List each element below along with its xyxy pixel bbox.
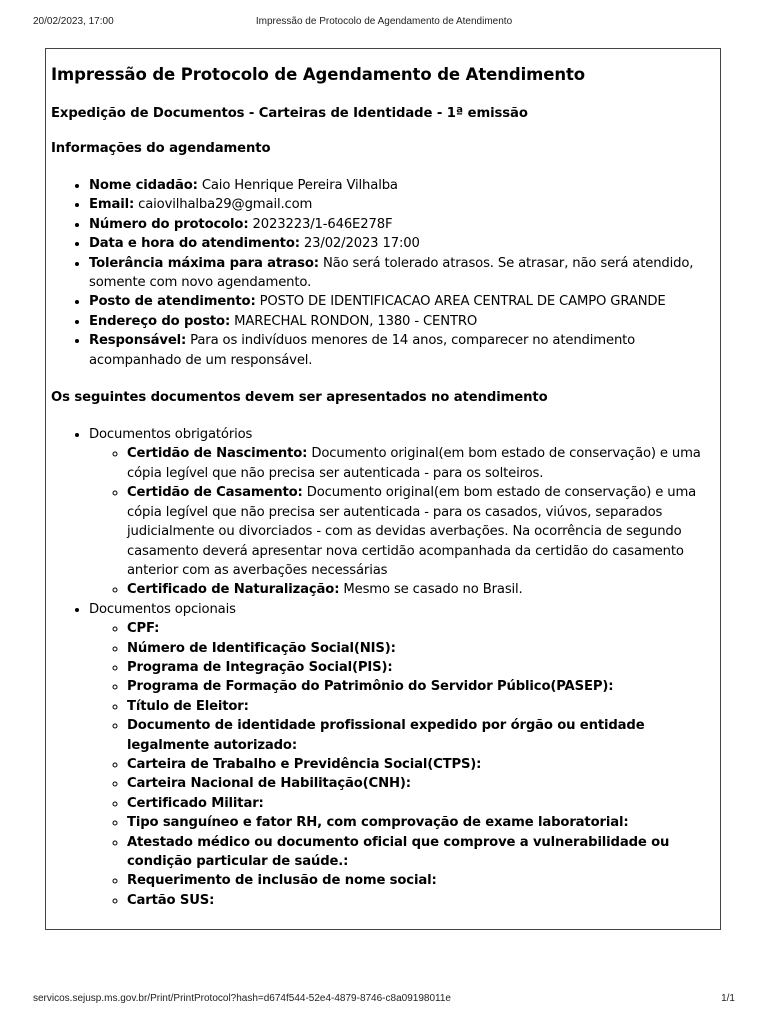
list-item: [127, 639, 715, 658]
group-label: Documentos opcionais: [89, 601, 236, 617]
item-value: Documento original(em bom estado de conservação) e uma cópia legível que não precisa ser autenticada - para os solteiros.: [127, 446, 701, 481]
list-item: [127, 444, 715, 483]
required-documents-list: [89, 444, 715, 599]
item-label: Título de Eleitor:: [127, 698, 249, 714]
item-label: Número de Identificação Social(NIS):: [127, 640, 396, 656]
list-item: [127, 483, 715, 580]
list-item: [127, 871, 715, 890]
item-label: Requerimento de inclusão de nome social:: [127, 873, 437, 889]
item-label: Responsável:: [89, 333, 187, 349]
item-label: Email:: [89, 197, 135, 213]
item-label: Endereço do posto:: [89, 313, 231, 329]
item-value: Não será tolerado atrasos. Se atrasar, não será atendido, somente com novo agendamento.: [89, 255, 694, 291]
list-item: [127, 658, 715, 677]
item-value: POSTO DE IDENTIFICACAO AREA CENTRAL DE CAMPO GRANDE: [255, 294, 666, 310]
print-page-title: Impressão de Protocolo de Agendamento de Atendimento: [255, 16, 513, 27]
list-item: [89, 292, 715, 311]
appointment-info-list: [51, 176, 715, 370]
item-label: Nome cidadão:: [89, 178, 198, 193]
list-item: [127, 697, 715, 716]
service-name: Expedição de Documentos - Carteiras de Identidade - 1ª emissão: [51, 106, 528, 121]
list-item: [127, 580, 715, 599]
item-label: Posto de atendimento:: [89, 294, 256, 310]
list-item: [89, 331, 715, 370]
documents-heading: Os seguintes documentos devem ser apresentados no atendimento: [51, 390, 548, 406]
item-value: Documento original(em bom estado de conservação) e uma cópia legível que não precisa ser autenticada - para os casados, viúvos, separados judicialmente ou divorciados - com as devidas averbações. Na ocorrência de segundo casamento deverá apresentar nova certidão acompanhada da certidão do casamento anterior com as averbações necessárias: [127, 485, 697, 578]
list-item: [127, 755, 715, 774]
list-item: [127, 619, 715, 638]
list-item: [127, 716, 715, 755]
list-item: [127, 794, 715, 813]
item-label: Tipo sanguíneo e fator RH, com comprovação de exame laboratorial:: [127, 815, 629, 831]
required-documents-group: [89, 425, 715, 600]
item-label: Cartão SUS:: [127, 892, 215, 908]
list-item: [89, 234, 715, 253]
page-url: servicos.sejusp.ms.gov.br/Print/PrintProtocol?hash=d674f544-52e4-4879-8746-c8a09198011e: [33, 993, 451, 1004]
item-label: Número do protocolo:: [89, 216, 249, 232]
item-label: Atestado médico ou documento oficial que comprove a vulnerabilidade ou condição particular de saúde.:: [127, 834, 670, 869]
item-label: Carteira de Trabalho e Previdência Social(CTPS):: [127, 756, 482, 772]
item-value: Caio Henrique Pereira Vilhalba: [197, 178, 398, 193]
info-heading: Informações do agendamento: [51, 141, 271, 156]
item-label: Tolerância máxima para atraso:: [89, 255, 319, 271]
list-item: [89, 312, 715, 331]
print-datetime: 20/02/2023, 17:00: [33, 16, 114, 27]
item-label: Certificado de Naturalização:: [127, 582, 340, 598]
page-number: 1/1: [721, 993, 735, 1004]
item-value: Mesmo se casado no Brasil.: [339, 582, 523, 598]
group-label: Documentos obrigatórios: [89, 427, 253, 443]
item-label: CPF:: [127, 621, 160, 637]
item-label: Programa de Formação do Patrimônio do Servidor Público(PASEP):: [127, 679, 614, 695]
item-label: Carteira Nacional de Habilitação(CNH):: [127, 776, 411, 792]
item-value: 23/02/2023 17:00: [299, 236, 420, 252]
print-footer: [33, 993, 735, 1007]
item-label: Certidão de Casamento:: [127, 485, 303, 501]
optional-documents-list: [89, 619, 715, 910]
list-item: [89, 215, 715, 234]
list-item: [127, 833, 715, 872]
list-item: [127, 774, 715, 793]
list-item: [89, 176, 715, 195]
documents-list: [51, 425, 715, 910]
item-label: Data e hora do atendimento:: [89, 236, 300, 252]
document-title: Impressão de Protocolo de Agendamento de Atendimento: [51, 65, 585, 84]
item-value: Para os indivíduos menores de 14 anos, comparecer no atendimento acompanhado de um responsável.: [89, 333, 636, 368]
item-label: Programa de Integração Social(PIS):: [127, 659, 393, 675]
list-item: [127, 891, 715, 910]
item-label: Certidão de Nascimento:: [127, 446, 308, 462]
item-value: 2023223/1-646E278F: [248, 216, 393, 232]
item-label: Documento de identidade profissional expedido por órgão ou entidade legalmente autorizado:: [127, 718, 645, 753]
print-header: [33, 16, 735, 30]
item-value: MARECHAL RONDON, 1380 - CENTRO: [230, 313, 478, 329]
item-label: Certificado Militar:: [127, 795, 264, 811]
item-value: caiovilhalba29@gmail.com: [134, 197, 313, 213]
protocol-document: [45, 48, 721, 930]
optional-documents-group: [89, 600, 715, 911]
list-item: [127, 813, 715, 832]
list-item: [127, 677, 715, 696]
list-item: [89, 195, 715, 214]
list-item: [89, 254, 715, 293]
